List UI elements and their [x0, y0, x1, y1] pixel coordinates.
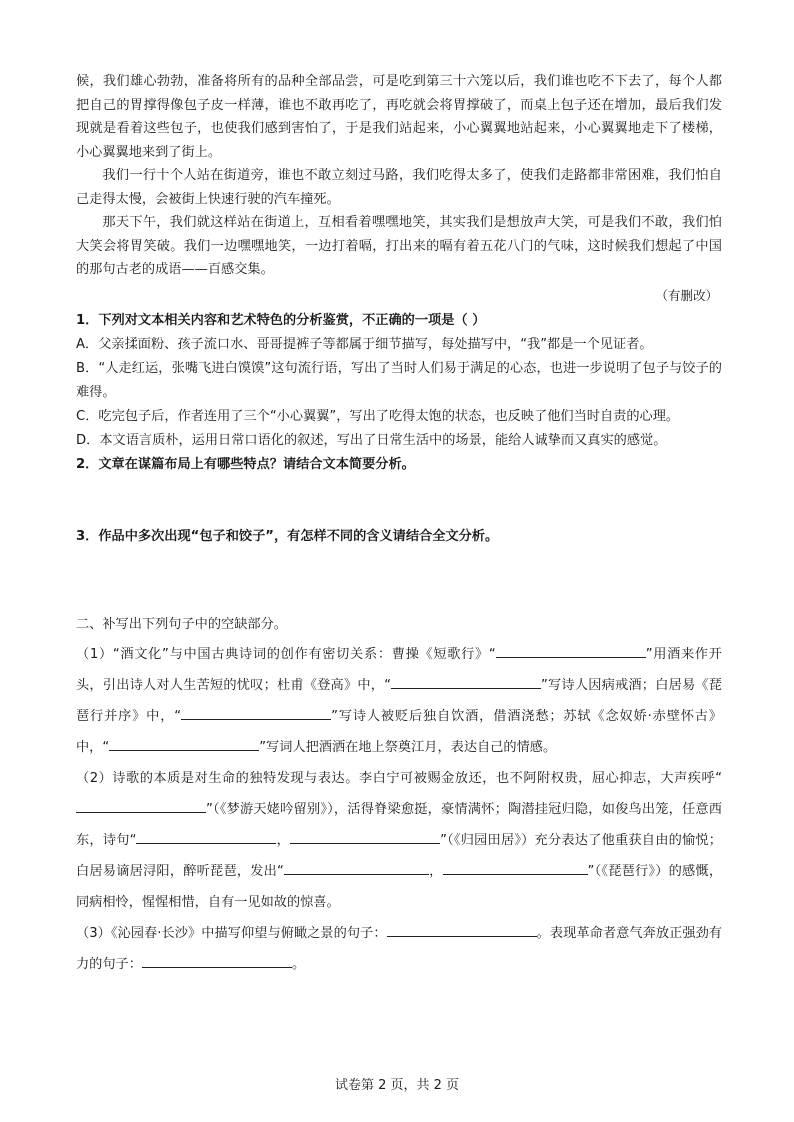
fill-1-text-d: ”写诗人被贬后独自饮酒，借酒浇愁；苏轼《念奴娇·赤壁怀古》中，“ [76, 709, 722, 755]
option-c: C．吃完包子后，作者连用了三个“小心翼翼”，写出了吃得太饱的状态，也反映了他们当时自责的心理。 [76, 409, 680, 424]
blank-1b[interactable] [391, 671, 541, 689]
passage-paragraph-3: 那天下午，我们就这样站在街道上，互相看着嘿嘿地笑，其实我们是想放声大笑，可是我们不敢，我们怕大笑会将胃笑破。我们一边嘿嘿地笑，一边打着嗝，打出来的嗝有着五花八门的气味，这时候我们想起了中国的那句古老的成语——百感交集。 [76, 215, 722, 277]
fill-2-text-a: （2）诗歌的本质是对生命的独特发现与表达。李白宁可被赐金放还，也不阿附权贵，屈心抑志，大声疾呼“ [76, 771, 722, 786]
fill-2-text-f: ”（《琵琶行》）的感慨，同病相怜，惺惺相惜，自有一见如故的惊喜。 [76, 864, 723, 910]
blank-3b[interactable] [142, 950, 292, 968]
fill-3-text-a: （3）《沁园春·长沙》中描写仰望与俯瞰之景的句子： [76, 926, 387, 941]
option-a: A．父亲揉面粉、孩子流口水、哥哥提裤子等都属于细节描写，每处描写中，“我”都是一个见证者。 [76, 337, 653, 352]
fill-3-text-c: 。 [291, 957, 306, 972]
blank-1d[interactable] [109, 733, 259, 751]
question-3: 3．作品中多次出现“包子和饺子”，有怎样不同的含义请结合全文分析。 [76, 529, 499, 544]
blank-1a[interactable] [496, 640, 646, 658]
question-1: 1．下列对文本相关内容和艺术特色的分析鉴赏，不正确的一项是（ ） [76, 313, 486, 328]
fill-item-3 [76, 918, 722, 980]
blank-2e[interactable] [443, 857, 588, 875]
fill-item-2 [76, 763, 722, 918]
blank-2d[interactable] [284, 857, 429, 875]
fill-1-text-c: ”写诗人因病戒酒；白居易《琵琶行并序》中，“ [76, 678, 722, 724]
blank-3a[interactable] [387, 919, 537, 937]
option-b: B．“人走红运，张嘴飞进白馍馍”这句流行语，写出了当时人们易于满足的心态，也进一步说明了包子与饺子的难得。 [76, 361, 722, 400]
answer-space-3 [76, 549, 722, 613]
page-footer: 试卷第 2 页，共 2 页 [334, 1078, 460, 1093]
fill-2-text-b: ”（《梦游天姥吟留别》），活得脊梁愈挺，豪情满怀；陶潜挂冠归隐，如俊鸟出笼，任意西东，诗句“ [76, 802, 722, 848]
fill-item-1 [76, 639, 722, 763]
fill-1-text-b: ”用酒来作开头，引出诗人对人生苦短的忧叹；杜甫《登高》中，“ [76, 647, 722, 693]
passage-paragraph-2: 我们一行十个人站在街道旁，谁也不敢立刻过马路，我们吃得太多了，使我们走路都非常困难，我们怕自己走得太慢，会被街上快速行驶的汽车撞死。 [76, 168, 722, 207]
fill-2-text-d: ”（《归园田居》）充分表达了他重获自由的愉悦；白居易谪居浔阳，醉听琵琶，发出“ [76, 833, 722, 879]
section-2-title: 二、补写出下列句子中的空缺部分。 [76, 617, 287, 632]
blank-1c[interactable] [181, 702, 331, 720]
blank-2a[interactable] [76, 795, 206, 813]
fill-2-text-e: ， [428, 864, 443, 879]
question-2: 2．文章在谋篇布局上有哪些特点？请结合文本简要分析。 [76, 457, 415, 472]
passage-paragraph-1: 候，我们雄心勃勃，准备将所有的品种全部品尝，可是吃到第三十六笼以后，我们谁也吃不下去了，每个人都把自己的胃撑得像包子皮一样薄，谁也不敢再吃了，再吃就会将胃撑破了，而桌上包子还在增加，最后我们发现就是看着这些包子，也使我们感到害怕了，于是我们站起来，小心翼翼地站起来，小心翼翼地走下了楼梯，小心翼翼地来到了街上。 [76, 74, 722, 160]
fill-3-text-b: 。表现革命者意气奔放正强劲有力的句子： [76, 926, 722, 972]
fill-2-text-c: ， [276, 833, 291, 848]
option-d: D．本文语言质朴，运用日常口语化的叙述，写出了日常生活中的场景，能给人诚挚而又真实的感觉。 [76, 433, 667, 448]
blank-2c[interactable] [290, 826, 440, 844]
fill-1-text-a: （1）“酒文化”与中国古典诗词的创作有密切关系：曹操《短歌行》“ [76, 647, 496, 662]
answer-space-2 [76, 477, 722, 525]
source-note: （有删改） [655, 287, 718, 303]
fill-1-text-e: ”写词人把酒洒在地上祭奠江月，表达自己的情感。 [259, 740, 557, 755]
blank-2b[interactable] [136, 826, 276, 844]
page-content [76, 70, 722, 980]
